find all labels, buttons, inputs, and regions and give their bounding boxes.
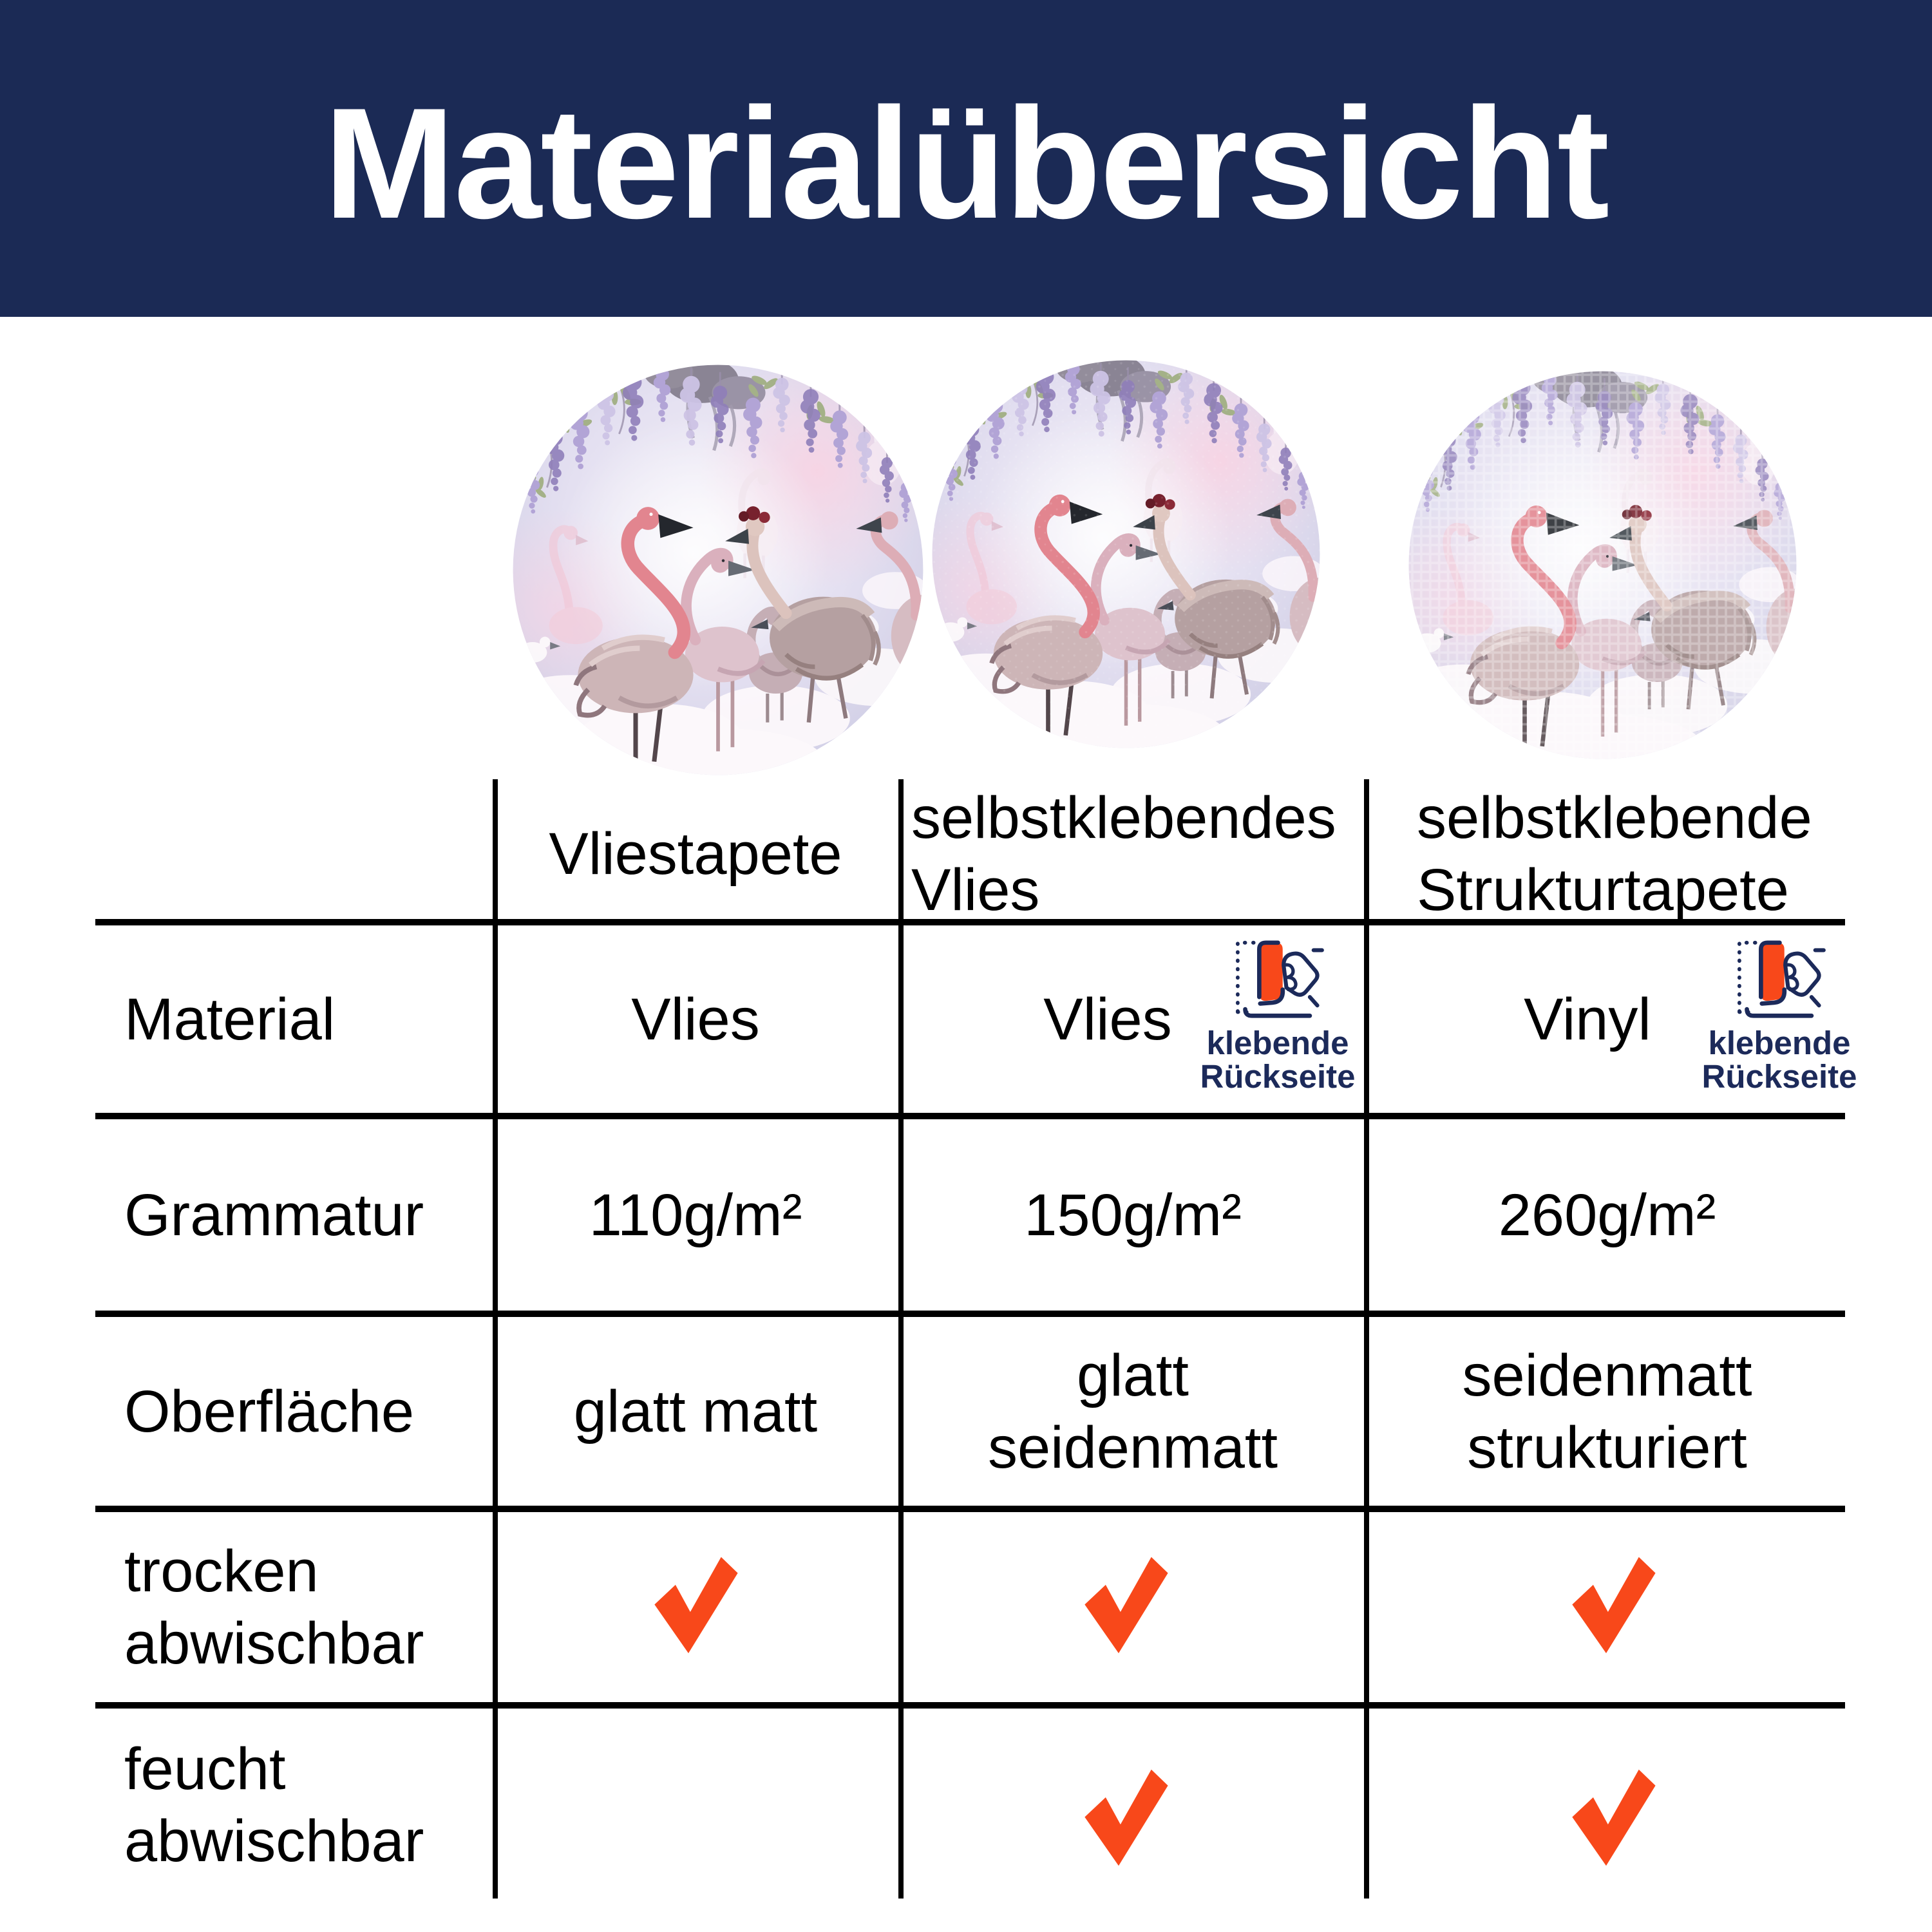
badge-line1: klebende	[1708, 1025, 1851, 1061]
cell-value-line1: glatt	[1077, 1342, 1189, 1408]
check-icon	[650, 1554, 741, 1656]
check-icon	[1568, 1766, 1658, 1868]
check-icon	[1568, 1554, 1658, 1656]
row-label-oberflaeche	[124, 1317, 485, 1506]
cell-value: Vlies	[631, 986, 760, 1052]
column-header-label-line1: selbstklebende	[1417, 785, 1812, 851]
column-header-selbstklebendes-vlies	[911, 785, 1362, 923]
badge-line2: Rückseite	[1200, 1058, 1356, 1095]
check-icon	[1081, 1554, 1171, 1656]
cell-value-line2: seidenmatt	[987, 1414, 1278, 1481]
cell-value: 110g/m²	[589, 1182, 802, 1248]
cell-value: glatt matt	[573, 1378, 818, 1444]
adhesive-backing-icon	[1727, 937, 1830, 1023]
table-line-h4	[95, 1506, 1845, 1512]
cell-grammatur-col1	[493, 1119, 898, 1311]
row-label-line2: abwischbar	[124, 1610, 424, 1676]
check-trocken-col2	[1081, 1554, 1171, 1656]
check-feucht-col2	[1081, 1766, 1171, 1868]
check-trocken-col1	[650, 1554, 741, 1656]
badge-line1: klebende	[1206, 1025, 1349, 1061]
cell-oberflaeche-col3	[1369, 1317, 1845, 1506]
column-header-vliestapete	[493, 789, 898, 919]
row-label-material	[124, 925, 485, 1113]
row-label-text: Oberfläche	[124, 1378, 415, 1444]
row-label-line1: feucht	[124, 1736, 286, 1802]
table-line-h5	[95, 1702, 1845, 1709]
row-label-feucht-abwischbar	[124, 1709, 485, 1902]
cell-value: Vinyl	[1524, 986, 1651, 1052]
check-trocken-col3	[1568, 1554, 1658, 1656]
cell-oberflaeche-col2	[902, 1317, 1364, 1506]
cell-oberflaeche-col1	[493, 1317, 898, 1506]
check-feucht-col3	[1568, 1766, 1658, 1868]
column-header-label-line2: Vlies	[911, 857, 1040, 923]
cell-value: Vlies	[1043, 986, 1172, 1052]
row-label-text: Material	[124, 986, 336, 1052]
badge-line2: Rückseite	[1701, 1058, 1857, 1095]
product-image-vliestapete	[512, 364, 924, 776]
table-line-h2	[95, 1113, 1845, 1119]
page-title: Materialübersicht	[323, 75, 1609, 251]
cell-value: 150g/m²	[1024, 1182, 1242, 1248]
row-label-line1: trocken	[124, 1538, 319, 1604]
adhesive-backing-icon	[1226, 937, 1329, 1023]
row-label-grammatur	[124, 1119, 485, 1311]
cell-grammatur-col2	[902, 1119, 1364, 1311]
column-header-label-line2: Strukturtapete	[1417, 857, 1789, 923]
cell-value-line2: strukturiert	[1467, 1414, 1747, 1481]
cell-value-line1: seidenmatt	[1462, 1342, 1752, 1408]
product-image-strukturtapete	[1408, 370, 1797, 760]
check-icon	[1081, 1766, 1171, 1868]
adhesive-backing-badge	[1701, 1025, 1857, 1095]
column-header-strukturtapete	[1417, 785, 1845, 923]
table-line-h3	[95, 1311, 1845, 1317]
column-header-label: Vliestapete	[549, 821, 842, 887]
product-image-selbstklebendes-vlies	[931, 359, 1321, 749]
table-line-v3	[1364, 779, 1369, 1899]
cell-value: 260g/m²	[1498, 1182, 1716, 1248]
header-banner	[0, 0, 1932, 317]
row-label-line2: abwischbar	[124, 1808, 424, 1874]
adhesive-backing-badge	[1200, 1025, 1356, 1095]
cell-material-col1	[493, 925, 898, 1113]
row-label-trocken-abwischbar	[124, 1512, 485, 1702]
row-label-text: Grammatur	[124, 1182, 424, 1248]
column-header-label-line1: selbstklebendes	[911, 785, 1336, 851]
cell-grammatur-col3	[1369, 1119, 1845, 1311]
